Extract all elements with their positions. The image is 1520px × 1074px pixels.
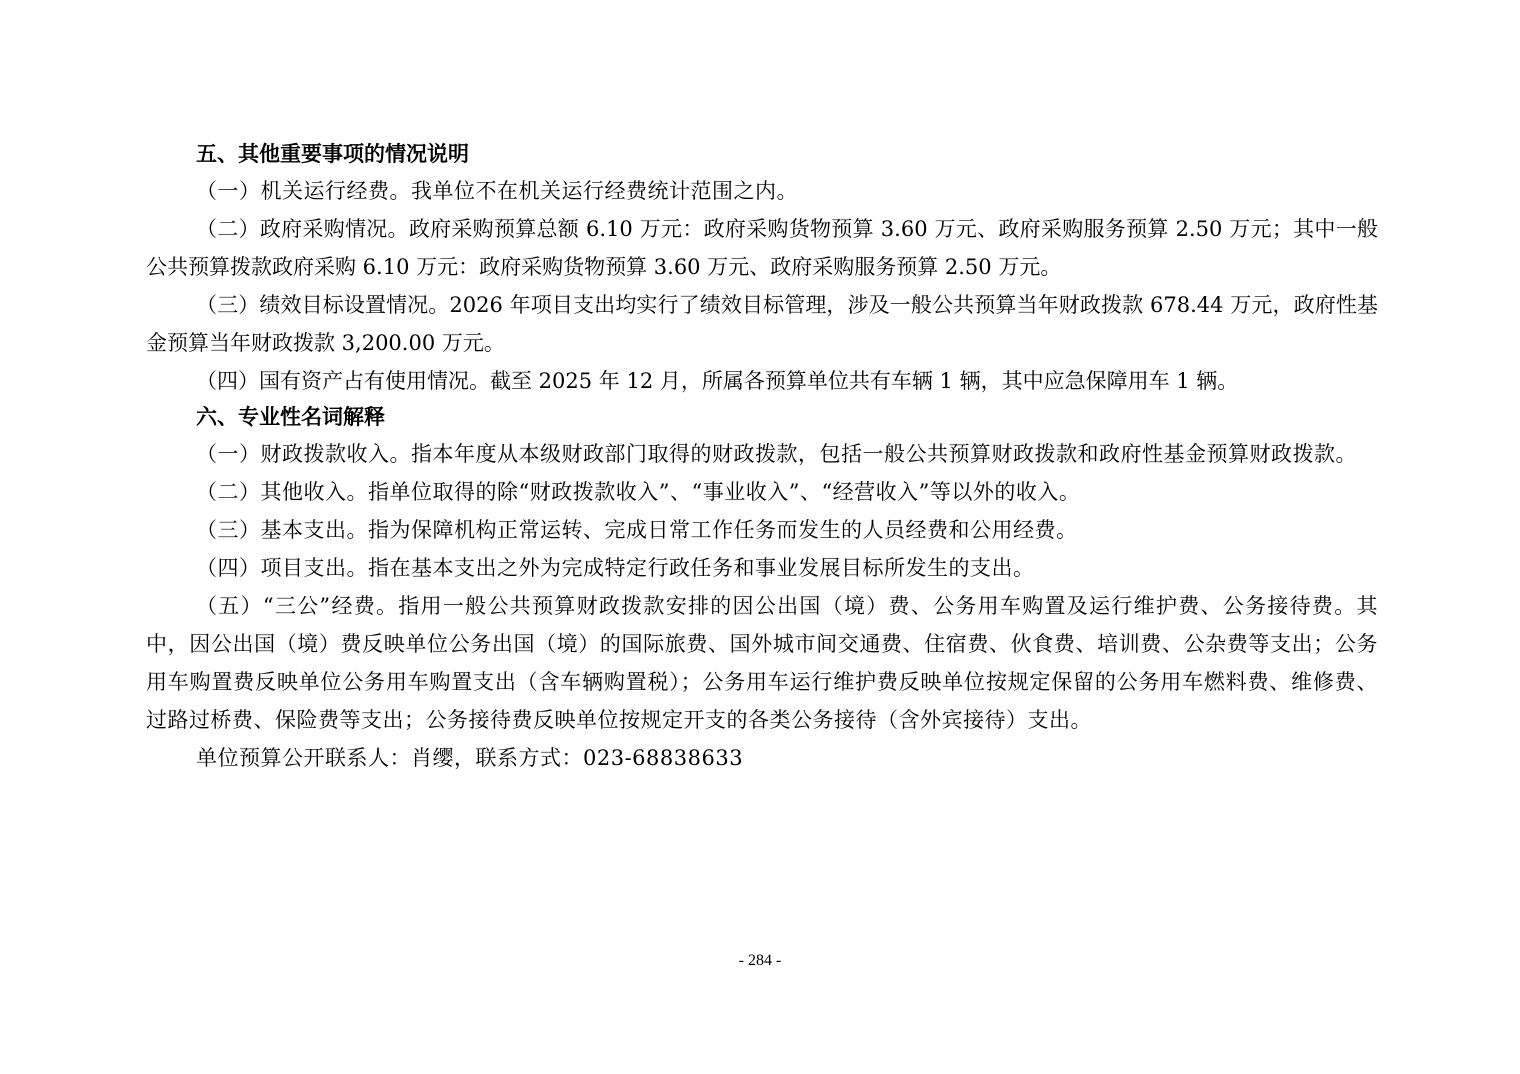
contact-info: 单位预算公开联系人：肖缨，联系方式：023-68838633: [196, 746, 744, 770]
paragraph-fiscal-appropriation-income: （一）财政拨款收入。指本年度从本级财政部门取得的财政拨款，包括一般公共预算财政拨款和政府性基金预算财政拨款。: [196, 442, 1357, 466]
section-6-heading: 六、专业性名词解释: [196, 405, 385, 429]
paragraph-performance-targets: （三）绩效目标设置情况。2026 年项目支出均实行了绩效目标管理，涉及一般公共预算当年财政拨款 678.44 万元，政府性基金预算当年财政拨款 3,200.00 万元。: [146, 293, 1378, 355]
paragraph-three-public-expenses: （五）“三公”经费。指用一般公共预算财政拨款安排的因公出国（境）费、公务用车购置及运行维护费、公务接待费。其中，因公出国（境）费反映单位公务出国（境）的国际旅费、国外城市间交通费、住宿费、伙食费、培训费、公杂费等支出；公务用车购置费反映单位公务用车购置支出（含车辆购置税）；公务用车运行维护费反映单位按规定保留的公务用车燃料费、维修费、过路过桥费、保险费等支出；公务接待费反映单位按规定开支的各类公务接待（含外宾接待）支出。: [146, 594, 1378, 732]
paragraph-project-expenditure: （四）项目支出。指在基本支出之外为完成特定行政任务和事业发展目标所发生的支出。: [196, 556, 1035, 580]
section-5-heading: 五、其他重要事项的情况说明: [196, 142, 469, 166]
paragraph-government-procurement: （二）政府采购情况。政府采购预算总额 6.10 万元：政府采购货物预算 3.60 万元、政府采购服务预算 2.50 万元；其中一般公共预算拨款政府采购 6.10 万元：政府采购货物预算 3.60 万元、政府采购服务预算 2.50 万元。: [146, 217, 1378, 279]
paragraph-basic-expenditure: （三）基本支出。指为保障机构正常运转、完成日常工作任务而发生的人员经费和公用经费。: [196, 518, 1078, 542]
document-body: [146, 137, 1378, 777]
paragraph-state-assets: （四）国有资产占有使用情况。截至 2025 年 12 月，所属各预算单位共有车辆 1 辆，其中应急保障用车 1 辆。: [196, 369, 1239, 393]
paragraph-other-income: （二）其他收入。指单位取得的除“财政拨款收入”、“事业收入”、“经营收入”等以外的收入。: [196, 480, 1081, 504]
page-number: - 284 -: [738, 952, 782, 969]
paragraph-operating-expenses: （一）机关运行经费。我单位不在机关运行经费统计范围之内。: [196, 179, 798, 203]
